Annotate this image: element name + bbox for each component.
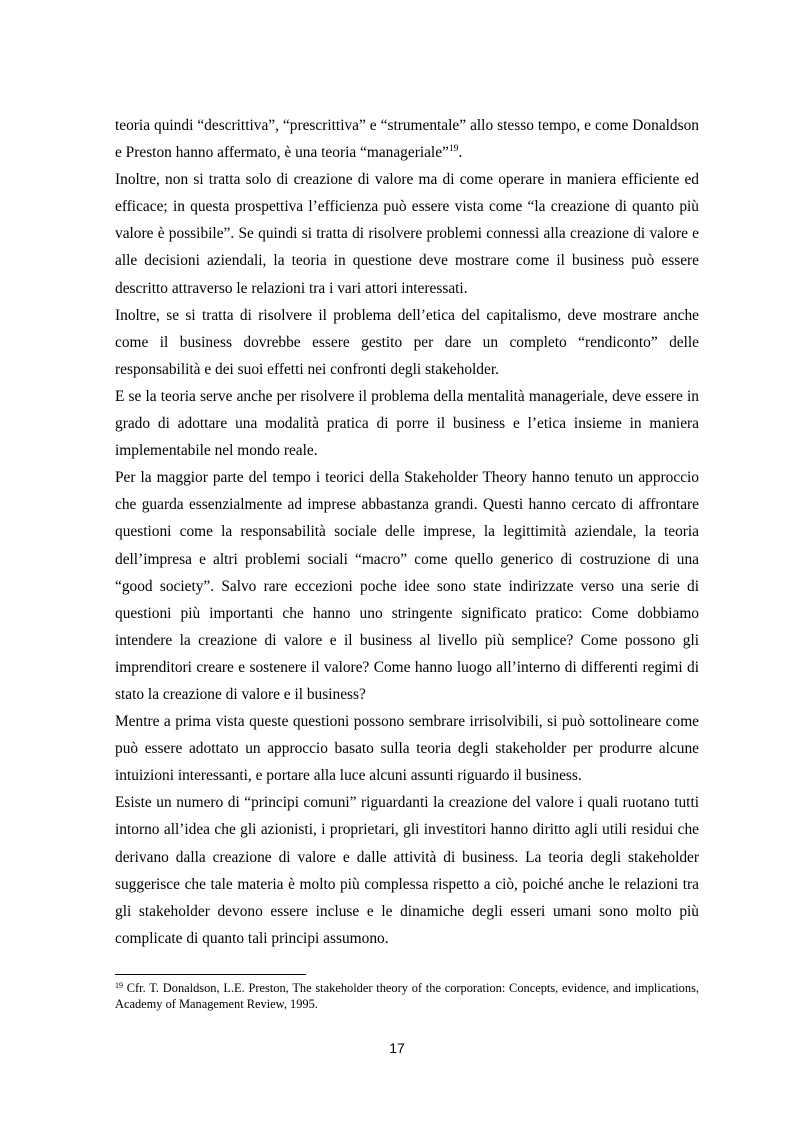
footnote-text: Cfr. T. Donaldson, L.E. Preston, The stakeholder theory of the corporation: Concepts, evidence, and implications, Academy of Management Review, 1995. [115, 981, 699, 1011]
footnote-number: 19 [115, 981, 123, 990]
footnote-separator [115, 974, 306, 975]
footnote [115, 981, 699, 1012]
paragraph-6: Mentre a prima vista queste questioni possono sembrare irrisolvibili, si può sottolineare come può essere adottato un approccio basato sulla teoria degli stakeholder per produrre alcune intuizioni interessanti, e portare alla luce alcuni assunti riguardo il business. [115, 713, 699, 785]
paragraph-4: E se la teoria serve anche per risolvere il problema della mentalità manageriale, deve essere in grado di adottare una modalità pratica di porre il business e l’etica insieme in maniera implementabile nel mondo reale. [115, 387, 699, 460]
paragraph-5: Per la maggior parte del tempo i teorici della Stakeholder Theory hanno tenuto un approccio che guarda essenzialmente ad imprese abbastanza grandi. Questi hanno cercato di affrontare questioni come la responsabilità sociale delle imprese, la legittimità aziendale, la teoria dell’impresa e altri problemi sociali “macro” come quello generico di costruzione di una “good society”. Salvo rare eccezioni poche idee sono state indirizzate verso una serie di questioni più importanti che hanno uno stringente significato pratico: Come dobbiamo intendere la creazione di valore e il business al livello più semplice? Come possono gli imprenditori creare e sostenere il valore? Come hanno luogo all’interno di differenti regimi di stato la creazione di valore e il business? [115, 469, 699, 703]
footnote-ref[interactable]: 19 [448, 144, 459, 155]
paragraph-7: Esiste un numero di “principi comuni” riguardanti la creazione del valore i quali ruotano tutti intorno all’idea che gli azionisti, i proprietari, gli investitori hanno diritto agli utili residui che derivano dalla creazione di valore e dalle attività di business. La teoria degli stakeholder suggerisce che tale materia è molto più complessa rispetto a ciò, poiché anche le relazioni tra gli stakeholder devono essere incluse e le dinamiche degli esseri umani sono molto più complicate di quanto tali principi assumono. [115, 794, 699, 947]
body-text [115, 112, 699, 952]
paragraph-1: teoria quindi “descrittiva”, “prescrittiva” e “strumentale” allo stesso tempo, e come Donaldson e Preston hanno affermato, è una teoria “manageriale”$^{19}$. [115, 117, 699, 162]
paragraph-2: Inoltre, non si tratta solo di creazione di valore ma di come operare in maniera efficiente ed efficace; in questa prospettiva l’efficienza può essere vista come “la creazione di quanto più valore è possibile”. Se quindi si tratta di risolvere problemi connessi alla creazione di valore e alle decisioni aziendali, la teoria in questione deve mostrare come il business può essere descritto attraverso le relazioni tra i vari attori interessati. [115, 171, 699, 297]
paragraph-3: Inoltre, se si tratta di risolvere il problema dell’etica del capitalismo, deve mostrare anche come il business dovrebbe essere gestito per dare un completo “rendiconto” delle responsabilità e dei suoi effetti nei confronti degli stakeholder. [115, 306, 699, 378]
page-number: 17 [389, 1040, 405, 1056]
